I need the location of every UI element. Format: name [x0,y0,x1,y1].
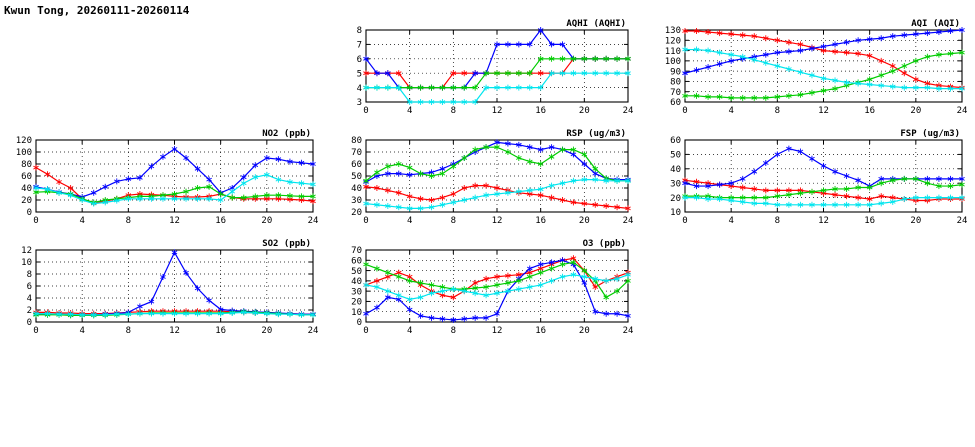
svg-text:8: 8 [450,326,457,336]
svg-text:4: 4 [728,106,734,116]
svg-text:0: 0 [363,106,369,116]
svg-text:16: 16 [215,326,227,336]
chart-svg-o3 [336,234,636,344]
svg-text:0: 0 [682,106,688,116]
svg-text:24: 24 [622,216,634,226]
page-title: Kwun Tong, 20260111-20260114 [4,4,190,17]
svg-text:4: 4 [356,83,362,94]
svg-text:12: 12 [491,326,503,336]
svg-text:0: 0 [363,216,369,226]
svg-text:60: 60 [21,172,32,183]
svg-text:8: 8 [774,216,781,226]
svg-text:6: 6 [26,282,32,293]
svg-text:SO2 (ppb): SO2 (ppb) [262,239,311,249]
svg-text:O3 (ppb): O3 (ppb) [582,239,626,249]
svg-text:60: 60 [670,98,681,109]
svg-text:12: 12 [169,326,180,336]
svg-text:120: 120 [15,136,32,147]
svg-text:12: 12 [491,216,503,226]
svg-text:50: 50 [670,150,681,161]
svg-text:4: 4 [79,216,85,226]
chart-panel-fsp [655,124,970,234]
svg-text:4: 4 [406,326,413,336]
svg-text:24: 24 [622,326,634,336]
svg-text:80: 80 [21,160,32,171]
svg-text:70: 70 [351,246,362,257]
svg-text:AQHI (AQHI): AQHI (AQHI) [566,19,626,29]
svg-text:20: 20 [351,208,362,219]
svg-text:16: 16 [535,216,547,226]
chart-panel-so2 [6,234,321,344]
svg-text:30: 30 [351,196,362,207]
svg-text:12: 12 [491,106,503,116]
svg-text:40: 40 [670,165,681,175]
svg-text:8: 8 [774,106,781,116]
svg-text:2: 2 [26,306,32,317]
svg-text:4: 4 [406,216,413,226]
chart-svg-aqi [655,14,970,124]
svg-text:90: 90 [670,67,681,78]
svg-text:4: 4 [26,294,32,305]
svg-text:60: 60 [351,160,362,171]
svg-text:60: 60 [351,256,362,267]
svg-text:12: 12 [818,106,829,116]
svg-text:20: 20 [910,106,922,116]
svg-text:24: 24 [956,216,968,226]
svg-text:8: 8 [356,26,362,37]
svg-text:100: 100 [15,148,32,159]
svg-text:30: 30 [670,179,681,190]
svg-text:7: 7 [356,40,362,51]
svg-text:70: 70 [351,148,362,159]
svg-text:FSP (ug/m3): FSP (ug/m3) [900,129,960,139]
svg-text:6: 6 [356,55,362,65]
svg-text:20: 20 [261,326,273,336]
chart-svg-fsp [655,124,970,234]
chart-svg-so2 [6,234,321,344]
svg-text:10: 10 [21,258,32,269]
chart-panel-no2 [6,124,321,234]
svg-text:12: 12 [21,246,32,257]
svg-text:50: 50 [351,172,362,183]
svg-text:0: 0 [363,326,369,336]
svg-text:24: 24 [307,216,319,226]
svg-text:110: 110 [664,46,681,57]
svg-text:8: 8 [450,106,457,116]
svg-text:16: 16 [864,106,876,116]
svg-text:16: 16 [535,326,547,336]
svg-text:40: 40 [351,184,362,195]
svg-text:24: 24 [307,326,319,336]
svg-text:30: 30 [351,287,362,298]
svg-text:16: 16 [215,216,227,226]
chart-panel-aqi [655,14,970,124]
svg-text:20: 20 [910,216,922,226]
svg-text:10: 10 [351,307,362,318]
chart-svg-rsp [336,124,636,234]
svg-text:AQI (AQI): AQI (AQI) [911,19,960,29]
svg-text:3: 3 [356,98,362,109]
svg-text:8: 8 [125,216,132,226]
svg-text:0: 0 [33,326,39,336]
svg-text:40: 40 [21,184,32,195]
svg-text:0: 0 [356,318,362,329]
svg-text:RSP (ug/m3): RSP (ug/m3) [566,129,626,139]
svg-text:20: 20 [578,326,590,336]
svg-text:20: 20 [261,216,273,226]
svg-text:NO2 (ppb): NO2 (ppb) [262,129,311,139]
svg-text:10: 10 [670,208,681,219]
chart-panel-o3 [336,234,636,344]
svg-text:40: 40 [351,277,362,288]
svg-text:20: 20 [21,196,32,207]
chart-svg-no2 [6,124,321,234]
svg-text:0: 0 [682,216,688,226]
svg-text:120: 120 [664,36,681,47]
svg-text:0: 0 [33,216,39,226]
svg-text:60: 60 [670,136,681,147]
svg-text:12: 12 [818,216,829,226]
svg-text:8: 8 [450,216,457,226]
svg-text:80: 80 [351,136,362,147]
svg-text:12: 12 [169,216,180,226]
svg-text:20: 20 [578,106,590,116]
svg-text:4: 4 [728,216,734,226]
svg-text:24: 24 [622,106,634,116]
svg-text:8: 8 [26,270,32,281]
svg-text:20: 20 [351,297,362,308]
svg-text:16: 16 [535,106,547,116]
svg-text:130: 130 [664,26,681,37]
svg-text:0: 0 [26,318,32,329]
svg-text:80: 80 [670,77,681,88]
svg-text:8: 8 [125,326,132,336]
chart-panel-aqhi [336,14,636,124]
svg-text:20: 20 [578,216,590,226]
chart-panel-rsp [336,124,636,234]
svg-text:24: 24 [956,106,968,116]
svg-text:70: 70 [670,87,681,98]
svg-text:0: 0 [26,208,32,219]
svg-text:20: 20 [670,193,681,204]
svg-text:100: 100 [664,57,681,68]
svg-text:16: 16 [864,216,876,226]
svg-text:4: 4 [406,106,413,116]
svg-text:50: 50 [351,266,362,277]
svg-text:5: 5 [356,69,362,80]
chart-svg-aqhi [336,14,636,124]
svg-text:4: 4 [79,326,85,336]
